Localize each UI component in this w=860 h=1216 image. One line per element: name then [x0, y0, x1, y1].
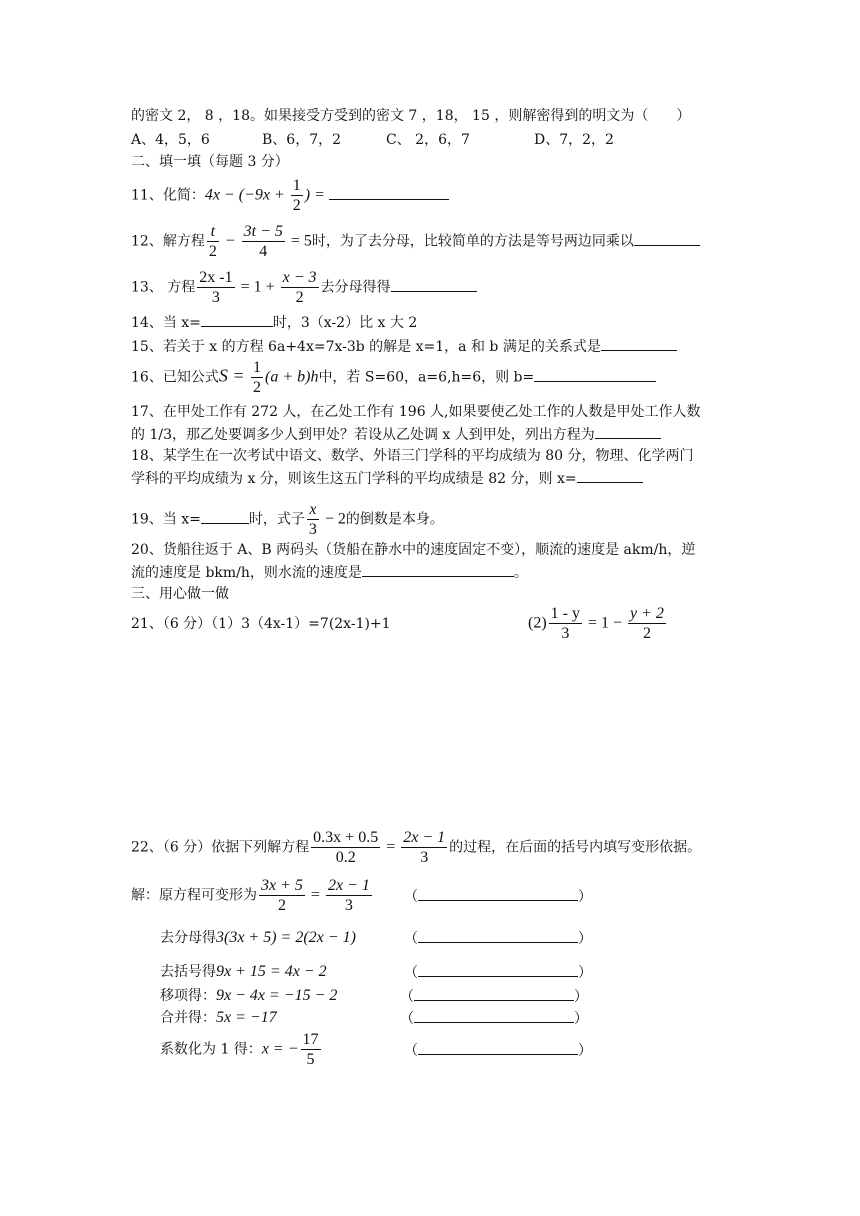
- q22-step-5-reason-blank[interactable]: [414, 1008, 574, 1023]
- q11-prefix: 11、化简：: [131, 187, 205, 204]
- q22-step-1-f2-den: 3: [344, 897, 353, 914]
- q22-step-3-reason-blank[interactable]: [418, 962, 578, 977]
- q22-step-6-lhs: x = −: [261, 1040, 299, 1058]
- q21-p2-f1-num: 1 - y: [550, 605, 580, 622]
- q22-step-1-f1-num: 3x + 5: [261, 877, 303, 894]
- q22-step-4: [160, 986, 337, 1006]
- q19-fraction: [307, 500, 319, 539]
- q22-step-5-expr: 5x = −17: [216, 1009, 277, 1026]
- q19: [131, 500, 444, 539]
- q14: [131, 312, 417, 333]
- q22-step-5-paren-open: （: [400, 1011, 414, 1027]
- q10-options: [131, 130, 614, 150]
- q14-text-b: 时，3（x-2）比 x 大 2: [272, 315, 418, 331]
- q22-step-6-den: 5: [306, 1051, 315, 1068]
- q22-step-1-f2-num: 2x − 1: [327, 877, 370, 894]
- q22-step-1-fraction-2: [326, 876, 372, 915]
- q22-step-3-paren-open: （: [404, 965, 418, 981]
- q22-step-1-label: 解：原方程可变形为: [131, 887, 257, 904]
- q22-step-3-label: 去括号得: [160, 964, 216, 980]
- section-3-heading: 三、用心做一做: [131, 586, 229, 602]
- q14-text-a: 14、当 x=: [131, 315, 201, 331]
- q10-line: 的密文 2， 8 ，18。如果接受方受到的密文 7 ，18， 15 ，则解密得到的明文为（ ）: [131, 108, 691, 124]
- q10-option-b[interactable]: B、6，7，2: [262, 132, 342, 148]
- q11-num: 1: [292, 177, 301, 194]
- q21-p2-f2-num: y + 2: [630, 605, 664, 622]
- q22-step-4-paren-close: ）: [574, 989, 588, 1005]
- q12-prefix: 12、解方程: [131, 233, 205, 250]
- q13-f1-den: 3: [211, 289, 220, 306]
- q22-header: [131, 828, 701, 867]
- q22-step-1-reason: [404, 886, 592, 906]
- q21-part-1: 21、（6 分）（1）3（4x-1）=7(2x-1)+1: [131, 616, 391, 632]
- q22-step-2-paren-close: ）: [578, 931, 592, 947]
- q22-step-4-paren-open: （: [400, 989, 414, 1005]
- q20-line-2-text: 流的速度是 bkm/h，则水流的速度是: [131, 565, 362, 581]
- q13-fraction-1: [197, 268, 234, 307]
- q18-line-2: [131, 468, 643, 489]
- q12-f2-num: 3t − 5: [243, 223, 283, 240]
- q20-answer-blank[interactable]: [362, 562, 514, 577]
- q21-p2-label: (2): [528, 614, 547, 632]
- q18-answer-blank[interactable]: [577, 468, 643, 483]
- q13-answer-blank[interactable]: [391, 277, 477, 292]
- q13-mid: = 1 +: [236, 278, 279, 296]
- q22-step-6-num: 17: [302, 1031, 319, 1048]
- q22-step-1-eq: =: [306, 886, 324, 904]
- q18-line-1: 18、某学生在一次考试中语文、数学、外语三门学科的平均成绩为 80 分，物理、化学两门: [131, 448, 694, 464]
- q22-step-1: [131, 876, 374, 915]
- q16-fraction: [251, 358, 263, 397]
- q17-line-2-text: 的 1/3，那乙处要调多少人到甲处？若设从乙处调 x 人到甲处，列出方程为: [131, 427, 595, 443]
- q22-step-6-fraction: [301, 1030, 321, 1069]
- q13-suffix: 去分母得得: [320, 279, 391, 296]
- section-2-heading: 二、填一填（每题 3 分）: [131, 154, 289, 170]
- q22-step-1-paren-close: ）: [578, 889, 592, 905]
- q22-step-6-label: 系数化为 1 得：: [160, 1041, 262, 1058]
- q22-step-3: [160, 962, 327, 982]
- q22-step-2-reason-blank[interactable]: [418, 928, 578, 943]
- q19-text-a: 19、当 x=: [131, 511, 201, 528]
- q12-suffix: 时，为了去分母，比较简单的方法是等号两边同乘以: [311, 233, 634, 250]
- q21-p2-fraction-2: [628, 604, 666, 643]
- q22-prefix: 22、（6 分）依据下列解方程: [131, 839, 310, 856]
- q22-step-2-reason: [404, 928, 592, 948]
- q22-fraction-1: [311, 828, 380, 867]
- q20-line-2: [131, 562, 528, 583]
- q22-f2-den: 3: [420, 849, 429, 866]
- q22-suffix: 的过程，在后面的括号内填写变形依据。: [449, 839, 702, 856]
- q22-step-1-f1-den: 2: [277, 897, 286, 914]
- q10-option-c[interactable]: C、 2，6，7: [386, 132, 470, 148]
- q12-f1-den: 2: [208, 243, 217, 260]
- q15: [131, 336, 677, 357]
- q20-end: 。: [513, 565, 528, 581]
- q11: [131, 176, 449, 215]
- q22-step-4-expr: 9x − 4x = −15 − 2: [216, 987, 338, 1004]
- q21-p2-fraction-1: [549, 604, 582, 643]
- q22-step-3-expr: 9x + 15 = 4x − 2: [216, 963, 327, 980]
- q22-step-6: [160, 1030, 323, 1069]
- q17-line-2: [131, 424, 661, 445]
- q22-step-1-paren-open: （: [404, 889, 418, 905]
- q18-line-2-text: 学科的平均成绩为 x 分，则该生这五门学科的平均成绩是 82 分，则 x=: [131, 471, 577, 487]
- q13-fraction-2: [281, 268, 319, 307]
- q22-step-5-paren-close: ）: [574, 1011, 588, 1027]
- q13-f1-num: 2x -1: [199, 269, 233, 286]
- q22-step-2-expr: 3(3x + 5) = 2(2x − 1): [216, 929, 356, 946]
- q21-p2-mid: = 1 −: [583, 614, 627, 632]
- q12-fraction-2: [242, 222, 285, 261]
- q19-minus-two: − 2: [320, 510, 346, 528]
- q22-step-4-reason: [400, 986, 588, 1006]
- q22-step-2: [160, 928, 356, 948]
- q12-f1-num: t: [207, 222, 219, 242]
- q22-step-5: [160, 1008, 277, 1028]
- q16-answer-blank[interactable]: [534, 367, 656, 382]
- q16-num: 1: [252, 359, 261, 376]
- q11-expr-b: ) =: [304, 186, 329, 204]
- q22-step-6-reason: [404, 1040, 592, 1060]
- q13: [131, 268, 477, 307]
- q22-f1-num: 0.3x + 0.5: [313, 829, 379, 846]
- q22-f1-den: 0.2: [335, 849, 356, 866]
- q19-answer-blank[interactable]: [201, 509, 249, 524]
- q22-step-1-reason-blank[interactable]: [418, 886, 578, 901]
- q12-fraction-1: [207, 222, 219, 261]
- q20-line-1: 20、货船往返于 A、B 两码头（货船在静水中的速度固定不变），顺流的速度是 akm/h，逆: [131, 542, 696, 558]
- q13-f2-den: 2: [295, 289, 304, 306]
- q13-f2-num: x − 3: [282, 269, 317, 286]
- q22-step-4-reason-blank[interactable]: [414, 986, 574, 1001]
- q13-prefix: 13、 方程: [131, 279, 196, 296]
- q22-step-6-reason-blank[interactable]: [418, 1040, 578, 1055]
- q17-line-1: 17、在甲处工作有 272 人，在乙处工作有 196 人,如果要使乙处工作的人数是甲处工作人数: [131, 404, 701, 420]
- q22-step-2-label: 去分母得: [160, 930, 216, 946]
- q19-den: 3: [308, 521, 317, 538]
- q11-den: 2: [292, 197, 301, 214]
- q11-answer-blank[interactable]: [329, 185, 449, 200]
- q22-step-2-paren-open: （: [404, 931, 418, 947]
- q12: [131, 222, 700, 261]
- q21-part-2: [528, 604, 668, 643]
- q22-step-1-fraction-1: [259, 876, 305, 915]
- q21-p2-f2-den: 2: [642, 625, 651, 642]
- q16: [131, 358, 656, 397]
- q22-fraction-2: [401, 828, 447, 867]
- q19-text-b: 时，式子: [248, 511, 305, 528]
- q16-prefix: 16、已知公式: [131, 369, 219, 386]
- q12-minus: −: [220, 232, 240, 250]
- q19-num: x: [307, 500, 319, 520]
- q11-fraction: [291, 176, 303, 215]
- q15-text: 15、若关于 x 的方程 6a+4x=7x-3b 的解是 x=1，a 和 b 满足的关系式是: [131, 339, 601, 355]
- q16-lhs: S =: [218, 365, 249, 386]
- q22-step-6-paren-close: ）: [578, 1043, 592, 1059]
- q14-answer-blank[interactable]: [201, 312, 273, 327]
- q12-f2-den: 4: [259, 243, 268, 260]
- q16-suffix: 中，若 S=60，a=6,h=6，则 b=: [318, 369, 535, 386]
- q12-eq: = 5: [286, 232, 312, 250]
- q19-text-d: 的倒数是本身。: [345, 511, 444, 528]
- q10-option-a[interactable]: A、4，5，6: [131, 132, 210, 148]
- q15-answer-blank[interactable]: [601, 336, 677, 351]
- q22-step-5-reason: [400, 1008, 588, 1028]
- q16-den: 2: [252, 379, 261, 396]
- q22-f2-num: 2x − 1: [403, 829, 446, 846]
- q17-answer-blank[interactable]: [595, 424, 661, 439]
- q10-option-d[interactable]: D、7，2，2: [534, 132, 614, 148]
- q22-step-4-label: 移项得：: [160, 988, 216, 1004]
- q16-rhs: (a + b)h: [264, 368, 319, 386]
- q11-expr-a: 4x − (−9x +: [204, 186, 289, 204]
- q22-step-5-label: 合并得：: [160, 1010, 216, 1026]
- q12-answer-blank[interactable]: [634, 231, 700, 246]
- q22-step-3-paren-close: ）: [578, 965, 592, 981]
- q22-eq: =: [382, 838, 400, 856]
- q22-step-6-paren-open: （: [404, 1043, 418, 1059]
- q22-step-3-reason: [404, 962, 592, 982]
- q21-p2-f1-den: 3: [561, 625, 570, 642]
